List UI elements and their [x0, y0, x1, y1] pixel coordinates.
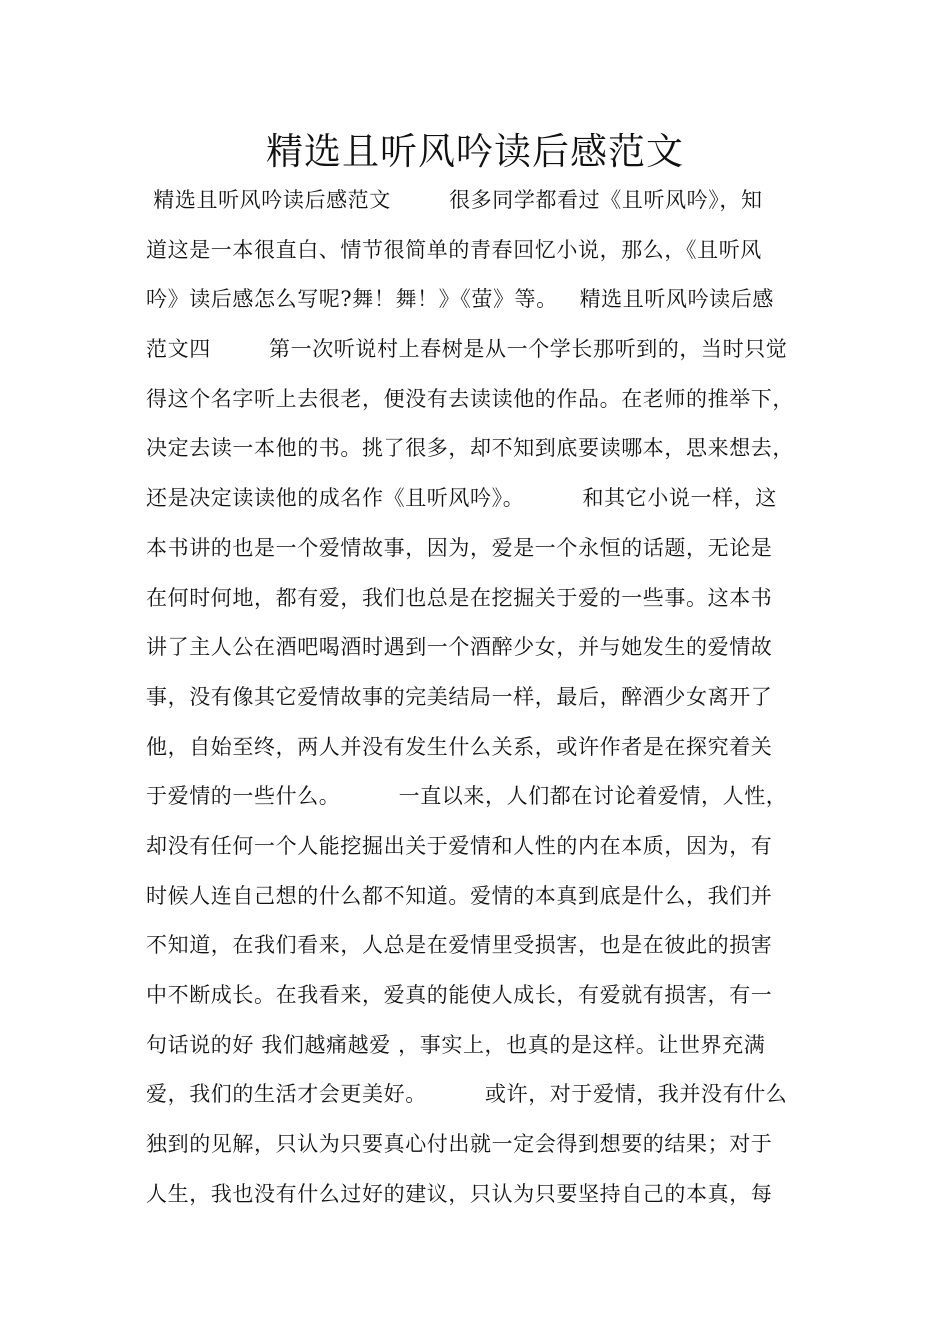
body-line: 句话说的好 我们越痛越爱 ，事实上，也真的是这样。让世界充满 [146, 1032, 766, 1057]
body-line: 于爱情的一些什么。 一直以来，人们都在讨论着爱情，人性， [146, 784, 788, 809]
body-line: 范文四 第一次听说村上春树是从一个学长那听到的，当时只觉 [146, 337, 788, 362]
body-line: 精选且听风吟读后感范文 很多同学都看过《且听风吟》，知 [146, 188, 763, 212]
body-line: 他，自始至终，两人并没有发生什么关系，或许作者是在探究着关 [146, 734, 773, 759]
body-line: 讲了主人公在酒吧喝酒时遇到一个酒醉少女，并与她发生的爱情故 [146, 635, 773, 660]
body-line: 事，没有像其它爱情故事的完美结局一样，最后，醉酒少女离开了 [146, 684, 773, 709]
body-line: 时候人连自己想的什么都不知道。爱情的本真到底是什么，我们并 [146, 883, 773, 908]
body-line: 人生，我也没有什么过好的建议，只认为只要坚持自己的本真，每 [146, 1181, 773, 1206]
body-line: 却没有任何一个人能挖掘出关于爱情和人性的内在本质，因为，有 [146, 833, 773, 858]
document-title: 精选且听风吟读后感范文 [266, 130, 684, 173]
body-line: 道这是一本很直白、情节很简单的青春回忆小说，那么，《且听风 [146, 237, 762, 262]
body-line: 在何时何地，都有爱，我们也总是在挖掘关于爱的一些事。这本书 [146, 585, 773, 610]
body-line: 吟》读后感怎么写呢?舞！舞！》《萤》等。 精选且听风吟读后感 [146, 287, 774, 312]
body-line: 本书讲的也是一个爱情故事，因为，爱是一个永恒的话题，无论是 [146, 535, 773, 560]
body-line: 得这个名字听上去很老，便没有去读读他的作品。在老师的推举下， [146, 386, 794, 411]
body-line: 还是决定读读他的成名作《且听风吟》。 和其它小说一样，这 [146, 486, 777, 511]
body-line: 独到的见解，只认为只要真心付出就一定会得到想要的结果；对于 [146, 1132, 773, 1157]
document-body [146, 176, 836, 1219]
body-line: 决定去读一本他的书。挑了很多，却不知到底要读哪本，思来想去， [146, 436, 794, 461]
body-line: 爱，我们的生活才会更美好。 或许，对于爱情，我并没有什么 [146, 1082, 788, 1107]
body-line: 中不断成长。在我看来，爱真的能使人成长，有爱就有损害，有一 [146, 983, 773, 1007]
body-line: 不知道，在我们看来，人总是在爱情里受损害，也是在彼此的损害 [146, 933, 773, 958]
